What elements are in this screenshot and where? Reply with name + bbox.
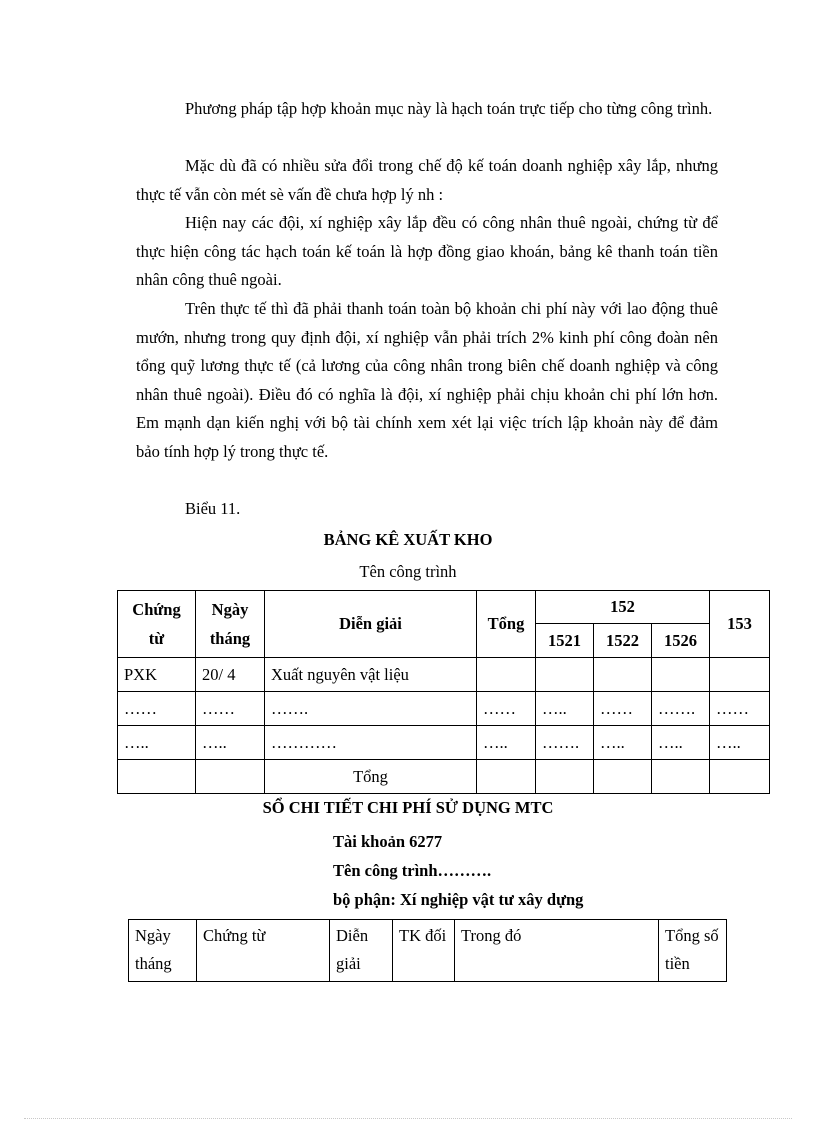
header-tk-doi: TK đối bbox=[393, 920, 455, 982]
header-1526: 1526 bbox=[652, 624, 710, 658]
machine-cost-ledger-table bbox=[128, 919, 727, 982]
table2-account: Tài khoản 6277 bbox=[333, 832, 443, 851]
table-cell bbox=[477, 658, 536, 692]
header-ngay-thang: Ngày tháng bbox=[196, 591, 265, 658]
table-cell: …… bbox=[594, 692, 652, 726]
paragraph-4: Trên thực tế thì đã phải thanh toán toàn bộ khoản chi phí này với lao động thuê mướn, nhưng trong quy định đội, xí nghiệp vẫn phải trích 2% kinh phí công đoàn nên tổng quỹ lương thực tế (cả lương của công nhân trong biên chế doanh nghiệp và công nhân thuê ngoài). Điều đó có nghĩa là đội, xí nghiệp phải chịu khoản chi phí lớn hơn. Em mạnh dạn kiến nghị với bộ tài chính xem xét lại việc trích lập khoản này để đảm bảo tính hợp lý trong thực tế. bbox=[136, 299, 718, 461]
table-cell bbox=[536, 760, 594, 794]
header-ngay-thang: Ngày tháng bbox=[129, 920, 197, 982]
stock-issue-table bbox=[117, 590, 770, 794]
header-chung-tu: Chứng từ bbox=[118, 591, 196, 658]
table-row bbox=[118, 726, 770, 760]
table-cell: ….. bbox=[118, 726, 196, 760]
table-cell bbox=[594, 658, 652, 692]
total-label: Tổng bbox=[265, 760, 477, 794]
table-cell: ….. bbox=[594, 726, 652, 760]
header-1522: 1522 bbox=[594, 624, 652, 658]
table-total-row bbox=[118, 760, 770, 794]
table-cell bbox=[652, 658, 710, 692]
table-cell: ……. bbox=[536, 726, 594, 760]
header-tong: Tổng bbox=[477, 591, 536, 658]
header-tong-so-tien: Tổng số tiền bbox=[659, 920, 727, 982]
header-152: 152 bbox=[536, 591, 710, 624]
table-cell: Xuất nguyên vật liệu bbox=[265, 658, 477, 692]
table-cell: ….. bbox=[536, 692, 594, 726]
table2-project: Tên công trình………. bbox=[333, 861, 492, 880]
table2-title: SỔ CHI TIẾT CHI PHÍ SỬ DỤNG MTC bbox=[262, 798, 554, 817]
table-cell: …… bbox=[118, 692, 196, 726]
table-cell bbox=[536, 658, 594, 692]
table-cell: 20/ 4 bbox=[196, 658, 265, 692]
table-cell bbox=[196, 760, 265, 794]
table2-department: bộ phận: Xí nghiệp vật tư xây dựng bbox=[333, 890, 584, 909]
table-cell: ….. bbox=[196, 726, 265, 760]
table-cell: ….. bbox=[477, 726, 536, 760]
table-cell: …… bbox=[710, 692, 770, 726]
header-1521: 1521 bbox=[536, 624, 594, 658]
header-trong-do: Trong đó bbox=[455, 920, 659, 982]
paragraph-1: Phương pháp tập hợp khoản mục này là hạch toán trực tiếp cho từng công trình. bbox=[185, 99, 713, 118]
table-cell: ………… bbox=[265, 726, 477, 760]
table-cell bbox=[118, 760, 196, 794]
header-chung-tu: Chứng từ bbox=[197, 920, 330, 982]
table-row bbox=[118, 658, 770, 692]
header-dien-giai: Diễn giải bbox=[330, 920, 393, 982]
table-cell: …… bbox=[196, 692, 265, 726]
table-cell bbox=[652, 760, 710, 794]
table-cell bbox=[594, 760, 652, 794]
table1-subtitle: Tên công trình bbox=[359, 562, 457, 581]
paragraph-label-bieu: Biểu 11. bbox=[185, 499, 241, 518]
table1-title: BẢNG KÊ XUẤT KHO bbox=[323, 530, 493, 549]
table-cell: PXK bbox=[118, 658, 196, 692]
table-cell: ……. bbox=[265, 692, 477, 726]
paragraph-2: Mặc dù đã có nhiều sửa đổi trong chế độ kế toán doanh nghiệp xây lắp, nhưng thực tế vẫn còn mét sè vấn đề chưa hợp lý nh : bbox=[136, 156, 718, 204]
table-cell: ……. bbox=[652, 692, 710, 726]
table-cell bbox=[710, 760, 770, 794]
table-cell: ….. bbox=[710, 726, 770, 760]
page-footer-divider bbox=[24, 1118, 792, 1119]
table-cell bbox=[477, 760, 536, 794]
header-153: 153 bbox=[710, 591, 770, 658]
table-row bbox=[118, 692, 770, 726]
table-cell: ….. bbox=[652, 726, 710, 760]
paragraph-3: Hiện nay các đội, xí nghiệp xây lắp đều có công nhân thuê ngoài, chứng từ để thực hiện công tác hạch toán kế toán là hợp đồng giao khoán, bảng kê thanh toán tiền nhân công thuê ngoài. bbox=[136, 213, 718, 289]
table-cell bbox=[710, 658, 770, 692]
header-dien-giai: Diễn giải bbox=[265, 591, 477, 658]
table-cell: …… bbox=[477, 692, 536, 726]
